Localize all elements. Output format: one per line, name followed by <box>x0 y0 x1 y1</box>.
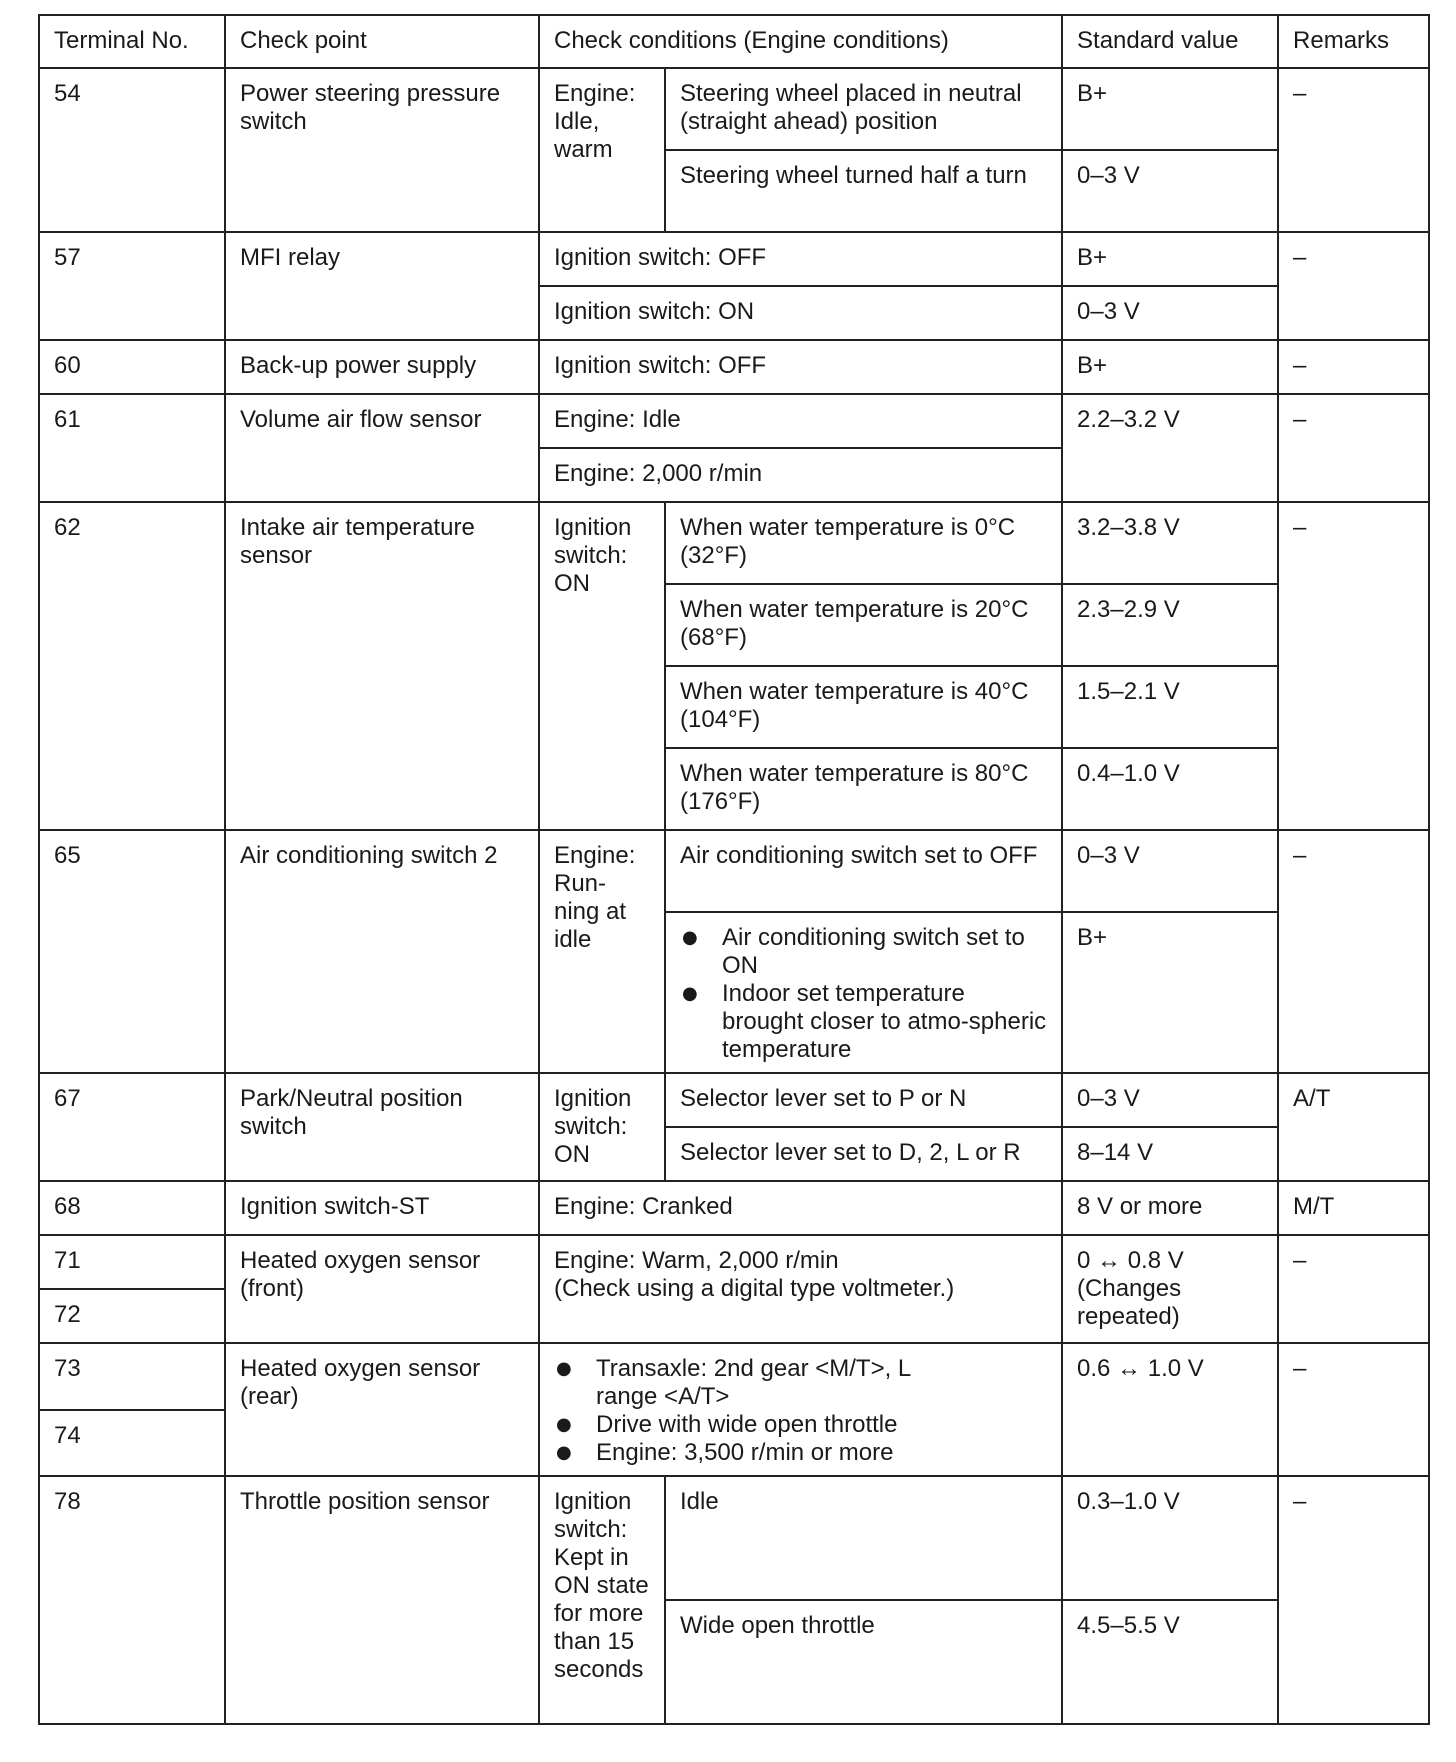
condition-bullets <box>665 912 1062 1073</box>
terminal-no: 78 <box>39 1476 225 1724</box>
remarks: A/T <box>1278 1073 1429 1181</box>
condition-group: Ignition switch: Kept in ON state for more than 15 seconds <box>539 1476 665 1724</box>
condition: Selector lever set to D, 2, L or R <box>665 1127 1062 1181</box>
standard-value: 3.2–3.8 V <box>1062 502 1278 584</box>
terminal-no: 73 <box>39 1343 225 1410</box>
condition-bullets <box>539 1343 1062 1476</box>
condition-group: Ignition switch: ON <box>539 1073 665 1181</box>
table-row <box>39 232 1429 286</box>
check-point: Ignition switch-ST <box>225 1181 539 1235</box>
remarks: – <box>1278 340 1429 394</box>
bullet-item: ● Engine: 3,500 r/min or more <box>554 1439 1047 1467</box>
standard-value: B+ <box>1062 232 1278 286</box>
standard-value: 0.3–1.0 V <box>1062 1476 1278 1600</box>
terminal-no: 62 <box>39 502 225 830</box>
table-row <box>39 1476 1429 1600</box>
condition-group: Ignition switch: ON <box>539 502 665 830</box>
standard-value: 4.5–5.5 V <box>1062 1600 1278 1724</box>
terminal-no: 61 <box>39 394 225 502</box>
condition: When water temperature is 40°C (104°F) <box>665 666 1062 748</box>
remarks: – <box>1278 1343 1429 1476</box>
check-point: Back-up power supply <box>225 340 539 394</box>
header-terminal: Terminal No. <box>39 15 225 68</box>
remarks: – <box>1278 394 1429 502</box>
remarks: – <box>1278 68 1429 232</box>
terminal-no: 65 <box>39 830 225 1073</box>
spec-page <box>38 14 1428 1725</box>
condition-group: Engine: Run-ning at idle <box>539 830 665 1073</box>
table-row <box>39 394 1429 448</box>
condition-line: Engine: Warm, 2,000 r/min <box>554 1247 839 1274</box>
check-point: Throttle position sensor <box>225 1476 539 1724</box>
terminal-no: 67 <box>39 1073 225 1181</box>
condition: Wide open throttle <box>665 1600 1062 1724</box>
condition: Engine: 2,000 r/min <box>539 448 1062 502</box>
standard-value: 0–3 V <box>1062 150 1278 232</box>
condition: Idle <box>665 1476 1062 1600</box>
terminal-no: 71 <box>39 1235 225 1289</box>
standard-value: B+ <box>1062 912 1278 1073</box>
remarks: – <box>1278 1476 1429 1724</box>
standard-value: 1.5–2.1 V <box>1062 666 1278 748</box>
header-row <box>39 15 1429 68</box>
condition: Steering wheel placed in neutral (straight ahead) position <box>665 68 1062 150</box>
condition-line: (Check using a digital type voltmeter.) <box>554 1275 955 1302</box>
check-point: Heated oxygen sensor (front) <box>225 1235 539 1343</box>
remarks: – <box>1278 502 1429 830</box>
standard-value: 0.4–1.0 V <box>1062 748 1278 830</box>
value-line: 0 ↔ 0.8 V <box>1077 1247 1184 1274</box>
condition: When water temperature is 0°C (32°F) <box>665 502 1062 584</box>
value-note: (Changes repeated) <box>1077 1275 1182 1330</box>
table-row <box>39 68 1429 150</box>
header-remarks: Remarks <box>1278 15 1429 68</box>
condition: Air conditioning switch set to OFF <box>665 830 1062 912</box>
condition-group: Engine: Idle, warm <box>539 68 665 232</box>
standard-value: 0.6 ↔ 1.0 V <box>1062 1343 1278 1476</box>
check-point: Volume air flow sensor <box>225 394 539 502</box>
bullet-item: ● Indoor set temperature brought closer to atmo-spheric temperature <box>680 980 1047 1064</box>
condition: When water temperature is 80°C (176°F) <box>665 748 1062 830</box>
table-row <box>39 1343 1429 1410</box>
condition <box>539 1235 1062 1343</box>
check-point: Air conditioning switch 2 <box>225 830 539 1073</box>
table-row <box>39 340 1429 394</box>
check-point: Park/Neutral position switch <box>225 1073 539 1181</box>
remarks: – <box>1278 1235 1429 1343</box>
bullet-item: ● Transaxle: 2nd gear <M/T>, L range <A/T> <box>554 1355 956 1411</box>
remarks: – <box>1278 830 1429 1073</box>
table-row <box>39 830 1429 912</box>
condition: Steering wheel turned half a turn <box>665 150 1062 232</box>
condition: Ignition switch: OFF <box>539 232 1062 286</box>
check-point: MFI relay <box>225 232 539 340</box>
standard-value: 2.3–2.9 V <box>1062 584 1278 666</box>
condition: Engine: Cranked <box>539 1181 1062 1235</box>
header-standard-value: Standard value <box>1062 15 1278 68</box>
standard-value: 0–3 V <box>1062 286 1278 340</box>
terminal-no: 72 <box>39 1289 225 1343</box>
bullet-item: ● Air conditioning switch set to ON <box>680 924 1047 980</box>
check-point: Intake air temperature sensor <box>225 502 539 830</box>
standard-value: 2.2–3.2 V <box>1062 394 1278 502</box>
header-conditions: Check conditions (Engine conditions) <box>539 15 1062 68</box>
terminal-no: 60 <box>39 340 225 394</box>
condition: Ignition switch: OFF <box>539 340 1062 394</box>
standard-value: 0–3 V <box>1062 830 1278 912</box>
condition: When water temperature is 20°C (68°F) <box>665 584 1062 666</box>
standard-value <box>1062 1235 1278 1343</box>
remarks: – <box>1278 232 1429 340</box>
table-row <box>39 1235 1429 1289</box>
standard-value: 0–3 V <box>1062 1073 1278 1127</box>
header-check-point: Check point <box>225 15 539 68</box>
bullet-item: ● Drive with wide open throttle <box>554 1411 1047 1439</box>
terminal-no: 54 <box>39 68 225 232</box>
standard-value: B+ <box>1062 340 1278 394</box>
table-row <box>39 502 1429 584</box>
terminal-no: 68 <box>39 1181 225 1235</box>
standard-value: 8 V or more <box>1062 1181 1278 1235</box>
terminal-no: 74 <box>39 1410 225 1477</box>
condition: Selector lever set to P or N <box>665 1073 1062 1127</box>
terminal-check-table <box>38 14 1430 1725</box>
table-row <box>39 1073 1429 1127</box>
standard-value: B+ <box>1062 68 1278 150</box>
remarks: M/T <box>1278 1181 1429 1235</box>
table-row <box>39 1181 1429 1235</box>
standard-value: 8–14 V <box>1062 1127 1278 1181</box>
condition: Engine: Idle <box>539 394 1062 448</box>
check-point: Power steering pressure switch <box>225 68 539 232</box>
check-point: Heated oxygen sensor (rear) <box>225 1343 539 1476</box>
terminal-no: 57 <box>39 232 225 340</box>
condition: Ignition switch: ON <box>539 286 1062 340</box>
